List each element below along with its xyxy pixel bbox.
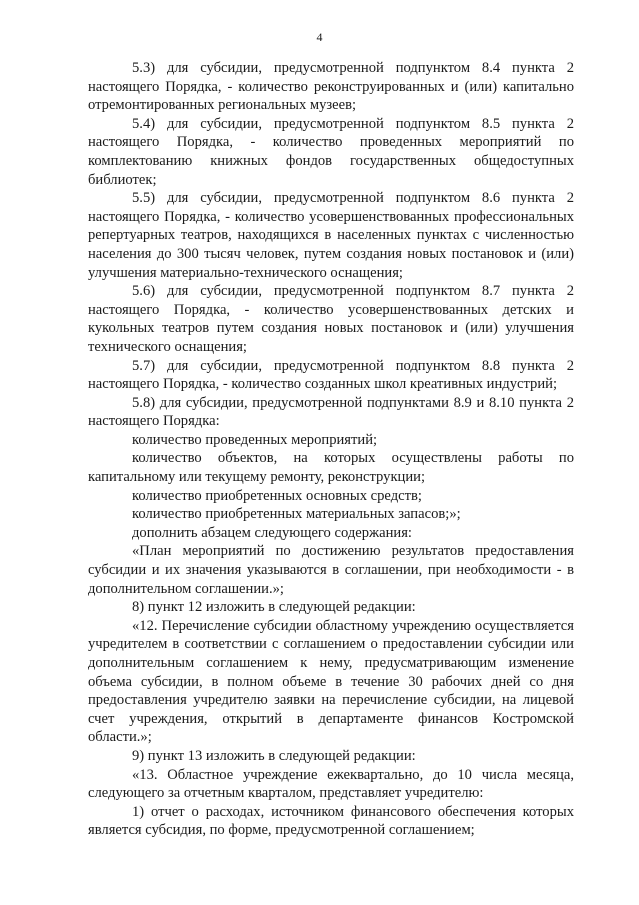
paragraph-clause-13: «13. Областное учреждение ежеквартально, до 10 числа месяца, следующего за отчетным кварталом, представляет учредителю:	[88, 766, 574, 802]
paragraph-5-7: 5.7) для субсидии, предусмотренной подпунктом 8.8 пункта 2 настоящего Порядка, - количество созданных школ креативных индустрий;	[88, 357, 574, 393]
paragraph-plan-quote: «План мероприятий по достижению результатов предоставления субсидии и их значения указываются в соглашении, при необходимости - в дополнительном соглашении.»;	[88, 543, 574, 597]
paragraph-add-clause: дополнить абзацем следующего содержания:	[132, 524, 412, 541]
paragraph-item-8: 8) пункт 12 изложить в следующей редакции:	[132, 599, 416, 616]
paragraph-5-5: 5.5) для субсидии, предусмотренной подпунктом 8.6 пункта 2 настоящего Порядка, - количество усовершенствованных профессиональных репертуарных театров, находящихся в населенных пунктах с численностью населения до 300 тысяч человек, путем создания новых постановок и (или) улучшения материально-технического оснащения;	[88, 190, 574, 281]
list-item-inventory: количество приобретенных материальных запасов;»;	[132, 506, 461, 523]
paragraph-5-4: 5.4) для субсидии, предусмотренной подпунктом 8.5 пункта 2 настоящего Порядка, - количество проведенных мероприятий по комплектованию книжных фондов государственных общедоступных библиотек;	[88, 115, 574, 188]
list-item-fixed-assets: количество приобретенных основных средств;	[132, 487, 422, 504]
paragraph-item-9: 9) пункт 13 изложить в следующей редакции:	[132, 747, 416, 764]
paragraph-5-3: 5.3) для субсидии, предусмотренной подпунктом 8.4 пункта 2 настоящего Порядка, - количество реконструированных и (или) капитально отремонтированных региональных музеев;	[88, 60, 574, 114]
list-item-objects: количество объектов, на которых осуществлены работы по капитальному или текущему ремонту, реконструкции;	[88, 450, 574, 486]
list-item-events: количество проведенных мероприятий;	[132, 431, 378, 448]
paragraph-5-8: 5.8) для субсидии, предусмотренной подпунктами 8.9 и 8.10 пункта 2 настоящего Порядка:	[88, 394, 574, 430]
document-body	[88, 59, 574, 840]
paragraph-clause-12: «12. Перечисление субсидии областному учреждению осуществляется учредителем в соответствии с соглашением о предоставлении субсидии или дополнительным соглашением к нему, предусматривающим изменение объема субсидии, в полном объеме в течение 30 рабочих дней со дня предоставления учредителю заявки на перечисление субсидии, на лицевой счет учреждения, открытий в департаменте финансов Костромской области.»;	[88, 617, 574, 746]
paragraph-report-1: 1) отчет о расходах, источником финансового обеспечения которых является субсидия, по форме, предусмотренной соглашением;	[88, 803, 574, 839]
page-number: 4	[316, 30, 323, 44]
paragraph-5-6: 5.6) для субсидии, предусмотренной подпунктом 8.7 пункта 2 настоящего Порядка, - количество усовершенствованных детских и кукольных театров путем создания новых постановок и (или) улучшения технического оснащения;	[88, 283, 574, 355]
